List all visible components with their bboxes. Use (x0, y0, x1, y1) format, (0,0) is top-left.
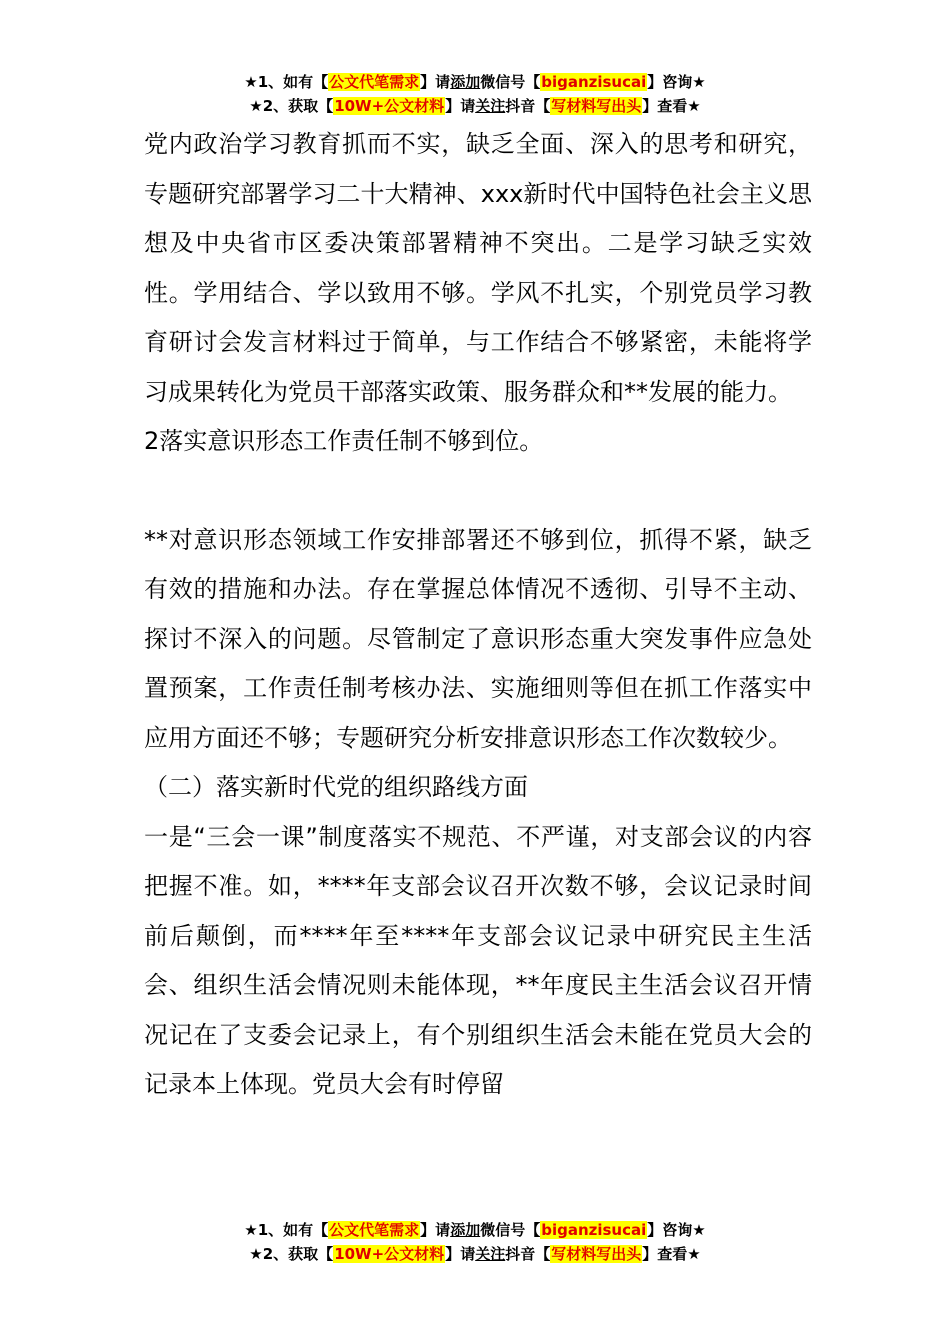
banner-line-1 (0, 70, 950, 94)
banner-underlined: 添加 (450, 1221, 481, 1239)
document-body (144, 120, 812, 1110)
banner-highlight: 10W+公文材料 (334, 97, 445, 115)
paragraph: 党内政治学习教育抓而不实，缺乏全面、深入的思考和研究，专题研究部署学习二十大精神、xxx新时代中国特色社会主义思想及中央省市区委决策部署精神不突出。二是学习缺乏实效性。学用结合、学以致用不够。学风不扎实，个别党员学习教育研讨会发言材料过于简单，与工作结合不够紧密，未能将学习成果转化为党员干部落实政策、服务群众和**发展的能力。 (144, 130, 812, 406)
banner-text: ★2、获取【 (249, 1245, 334, 1263)
banner-highlight: 写材料写出头 (551, 1245, 642, 1263)
banner-text: 】咨询★ (647, 1221, 706, 1239)
banner-underlined: 关注 (475, 97, 506, 115)
banner-text: ★1、如有【 (244, 73, 329, 91)
banner-text: 】请 (445, 97, 476, 115)
blank-line (144, 467, 812, 516)
banner-highlight: biganzisucai (541, 73, 647, 91)
banner-text: 】请 (445, 1245, 476, 1263)
banner-line-2 (0, 94, 950, 118)
banner-text: 】请 (420, 73, 451, 91)
banner-text: ★1、如有【 (244, 1221, 329, 1239)
banner-text: 】查看★ (642, 1245, 701, 1263)
banner-highlight: 写材料写出头 (551, 97, 642, 115)
banner-text: ★2、获取【 (249, 97, 334, 115)
header-banner (0, 70, 950, 118)
banner-highlight: 公文代笔需求 (329, 73, 420, 91)
banner-text: 】咨询★ (647, 73, 706, 91)
banner-text: 抖音【 (505, 1245, 551, 1263)
banner-highlight: 10W+公文材料 (334, 1245, 445, 1263)
banner-underlined: 添加 (450, 73, 481, 91)
footer-banner (0, 1218, 950, 1266)
banner-text: 微信号【 (480, 1221, 541, 1239)
banner-highlight: 公文代笔需求 (329, 1221, 420, 1239)
banner-line-1 (0, 1218, 950, 1242)
section-heading: 2落实意识形态工作责任制不够到位。 (144, 427, 544, 455)
banner-line-2 (0, 1242, 950, 1266)
section-heading: （二）落实新时代党的组织路线方面 (144, 773, 528, 801)
banner-highlight: biganzisucai (541, 1221, 647, 1239)
banner-underlined: 关注 (475, 1245, 506, 1263)
banner-text: 】查看★ (642, 97, 701, 115)
banner-text: 微信号【 (480, 73, 541, 91)
banner-text: 】请 (420, 1221, 451, 1239)
banner-text: 抖音【 (505, 97, 551, 115)
paragraph: **对意识形态领域工作安排部署还不够到位，抓得不紧，缺乏有效的措施和办法。存在掌握总体情况不透彻、引导不主动、探讨不深入的问题。尽管制定了意识形态重大突发事件应急处置预案，工作责任制考核办法、实施细则等但在抓工作落实中应用方面还不够；专题研究分析安排意识形态工作次数较少。 (144, 525, 812, 752)
paragraph: 一是“三会一课”制度落实不规范、不严谨，对支部会议的内容把握不准。如，****年支部会议召开次数不够，会议记录时间前后颠倒，而****年至****年支部会议记录中研究民主生活会、组织生活会情况则未能体现，**年度民主生活会议召开情况记在了支委会记录上，有个别组织生活会未能在党员大会的记录本上体现。党员大会有时停留 (144, 822, 812, 1098)
